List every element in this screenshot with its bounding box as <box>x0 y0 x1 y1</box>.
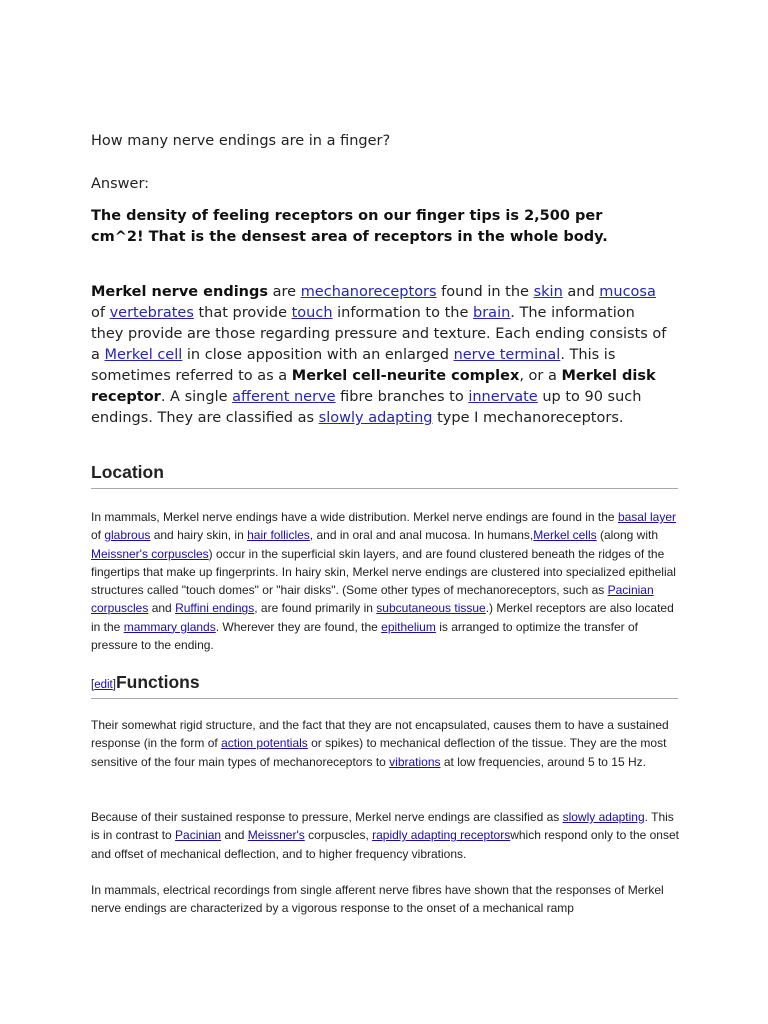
text-span: . This is sometimes referred to as a <box>91 347 616 384</box>
text-span: are <box>268 284 301 300</box>
text-span: or spikes) to mechanical deflection of the tissue. They are the most sensitive of the four main types of mechanoreceptors to <box>91 736 667 769</box>
text-span: and hairy skin, in <box>150 528 248 543</box>
link-pacinian-corpuscles[interactable]: Pacinian corpuscles <box>91 583 654 616</box>
link-rapidly-adapting-receptors[interactable]: rapidly adapting receptors <box>372 828 511 843</box>
text-span: Their somewhat rigid structure, and the fact that they are not encapsulated, causes them to have a sustained response (in the form of <box>91 718 669 751</box>
text-span: type I mechanoreceptors. <box>432 410 624 426</box>
link-brain[interactable]: brain <box>473 305 511 321</box>
text-span: ) occur in the superficial skin layers, and are found clustered beneath the ridges of the fingertips that make up fingerprints. In hairy skin, Merkel nerve endings are clustered into specialized epithelial structures called "touch domes" or "hair disks". (Some other types of mechanoreceptors, such as <box>91 546 676 598</box>
text-span: . The information they provide are those regarding pressure and texture. Each ending consists of a <box>91 305 667 363</box>
text-span: in close apposition with an enlarged <box>182 347 454 363</box>
bold-term: Merkel cell-neurite complex <box>291 368 520 384</box>
text-span: . This is in contrast to <box>91 810 674 843</box>
text-span: . A single <box>160 389 233 405</box>
link-merkel-cell[interactable]: Merkel cell <box>104 347 183 363</box>
link-skin[interactable]: skin <box>533 284 563 300</box>
text-span: at low frequencies, around 5 to 15 Hz. <box>440 754 646 769</box>
link-meissners[interactable]: Meissner's <box>247 828 305 843</box>
functions-paragraph-2 <box>91 808 681 863</box>
text-span: and <box>148 601 176 616</box>
link-meissners-corpuscles[interactable]: Meissner's corpuscles <box>91 546 209 561</box>
section-heading-location: Location <box>91 462 678 489</box>
link-merkel-cells[interactable]: Merkel cells <box>533 528 597 543</box>
answer-text: The density of feeling receptors on our finger tips is 2,500 per cm^2! That is the densest area of receptors in the whole body. <box>91 208 608 245</box>
link-mucosa[interactable]: mucosa <box>599 284 656 300</box>
link-slowly-adapting[interactable]: slowly adapting <box>318 410 433 426</box>
answer-label: Answer: <box>91 176 150 192</box>
link-basal-layer[interactable]: basal layer <box>617 510 676 524</box>
edit-bracket-open: [ <box>91 679 95 691</box>
edit-bracket-close: ] <box>112 679 116 691</box>
text-span: .) Merkel receptors are also located in the <box>91 601 674 634</box>
text-span: and <box>221 828 248 843</box>
text-span: , are found primarily in <box>254 601 377 616</box>
link-afferent-nerve[interactable]: afferent nerve <box>232 389 336 405</box>
functions-paragraph-1 <box>91 716 681 771</box>
text-span: , or a <box>519 368 562 384</box>
link-action-potentials[interactable]: action potentials <box>221 736 308 751</box>
link-pacinian[interactable]: Pacinian <box>175 828 222 843</box>
text-span: . Wherever they are found, the <box>215 619 382 634</box>
text-span: found in the <box>436 284 534 300</box>
text-span: In mammals, electrical recordings from single afferent nerve fibres have shown that the responses of Merkel nerve endings are characterized by a vigorous response to the onset of a mechanical ramp <box>91 883 664 916</box>
text-span: information to the <box>332 305 474 321</box>
section-heading-functions <box>91 672 678 699</box>
text-span: and <box>562 284 600 300</box>
link-hair-follicles[interactable]: hair follicles <box>247 528 310 543</box>
link-epithelium[interactable]: epithelium <box>381 619 436 634</box>
question-text: How many nerve endings are in a finger? <box>91 133 391 149</box>
bold-term: Merkel disk receptor <box>91 368 656 405</box>
intro-paragraph <box>91 282 671 429</box>
link-vertebrates[interactable]: vertebrates <box>109 305 194 321</box>
text-span: which respond only to the onset and offset of mechanical deflection, and to higher frequency vibrations. <box>91 828 679 861</box>
link-slowly-adapting-2[interactable]: slowly adapting <box>562 810 645 824</box>
edit-link[interactable]: edit <box>94 679 113 691</box>
functions-paragraph-3 <box>91 881 681 918</box>
text-span: up to 90 such endings. They are classified as <box>91 389 642 426</box>
link-nerve-terminal[interactable]: nerve terminal <box>453 347 561 363</box>
text-span: In mammals, Merkel nerve endings have a wide distribution. Merkel nerve endings are found in the <box>91 510 618 524</box>
link-glabrous[interactable]: glabrous <box>104 528 151 543</box>
text-span: fibre branches to <box>335 389 469 405</box>
text-span: , and in oral and anal mucosa. In humans, <box>309 528 534 543</box>
text-span: (along with <box>596 528 659 543</box>
text-span: that provide <box>193 305 292 321</box>
text-span: Because of their sustained response to pressure, Merkel nerve endings are classified as <box>91 810 563 824</box>
link-touch[interactable]: touch <box>291 305 333 321</box>
location-paragraph <box>91 508 681 654</box>
link-ruffini-endings[interactable]: Ruffini endings <box>175 601 255 616</box>
link-mechanoreceptors[interactable]: mechanoreceptors <box>300 284 437 300</box>
section-heading-text: Functions <box>115 672 200 692</box>
text-span: of <box>91 528 105 543</box>
bold-term: Merkel nerve endings <box>91 284 269 300</box>
text-span: corpuscles, <box>304 828 373 843</box>
link-subcutaneous-tissue[interactable]: subcutaneous tissue <box>376 601 486 616</box>
link-innervate[interactable]: innervate <box>468 389 538 405</box>
text-span: is arranged to optimize the transfer of pressure to the ending. <box>91 619 638 653</box>
text-span: of <box>91 305 110 321</box>
link-mammary-glands[interactable]: mammary glands <box>123 619 216 634</box>
link-vibrations[interactable]: vibrations <box>389 754 441 769</box>
